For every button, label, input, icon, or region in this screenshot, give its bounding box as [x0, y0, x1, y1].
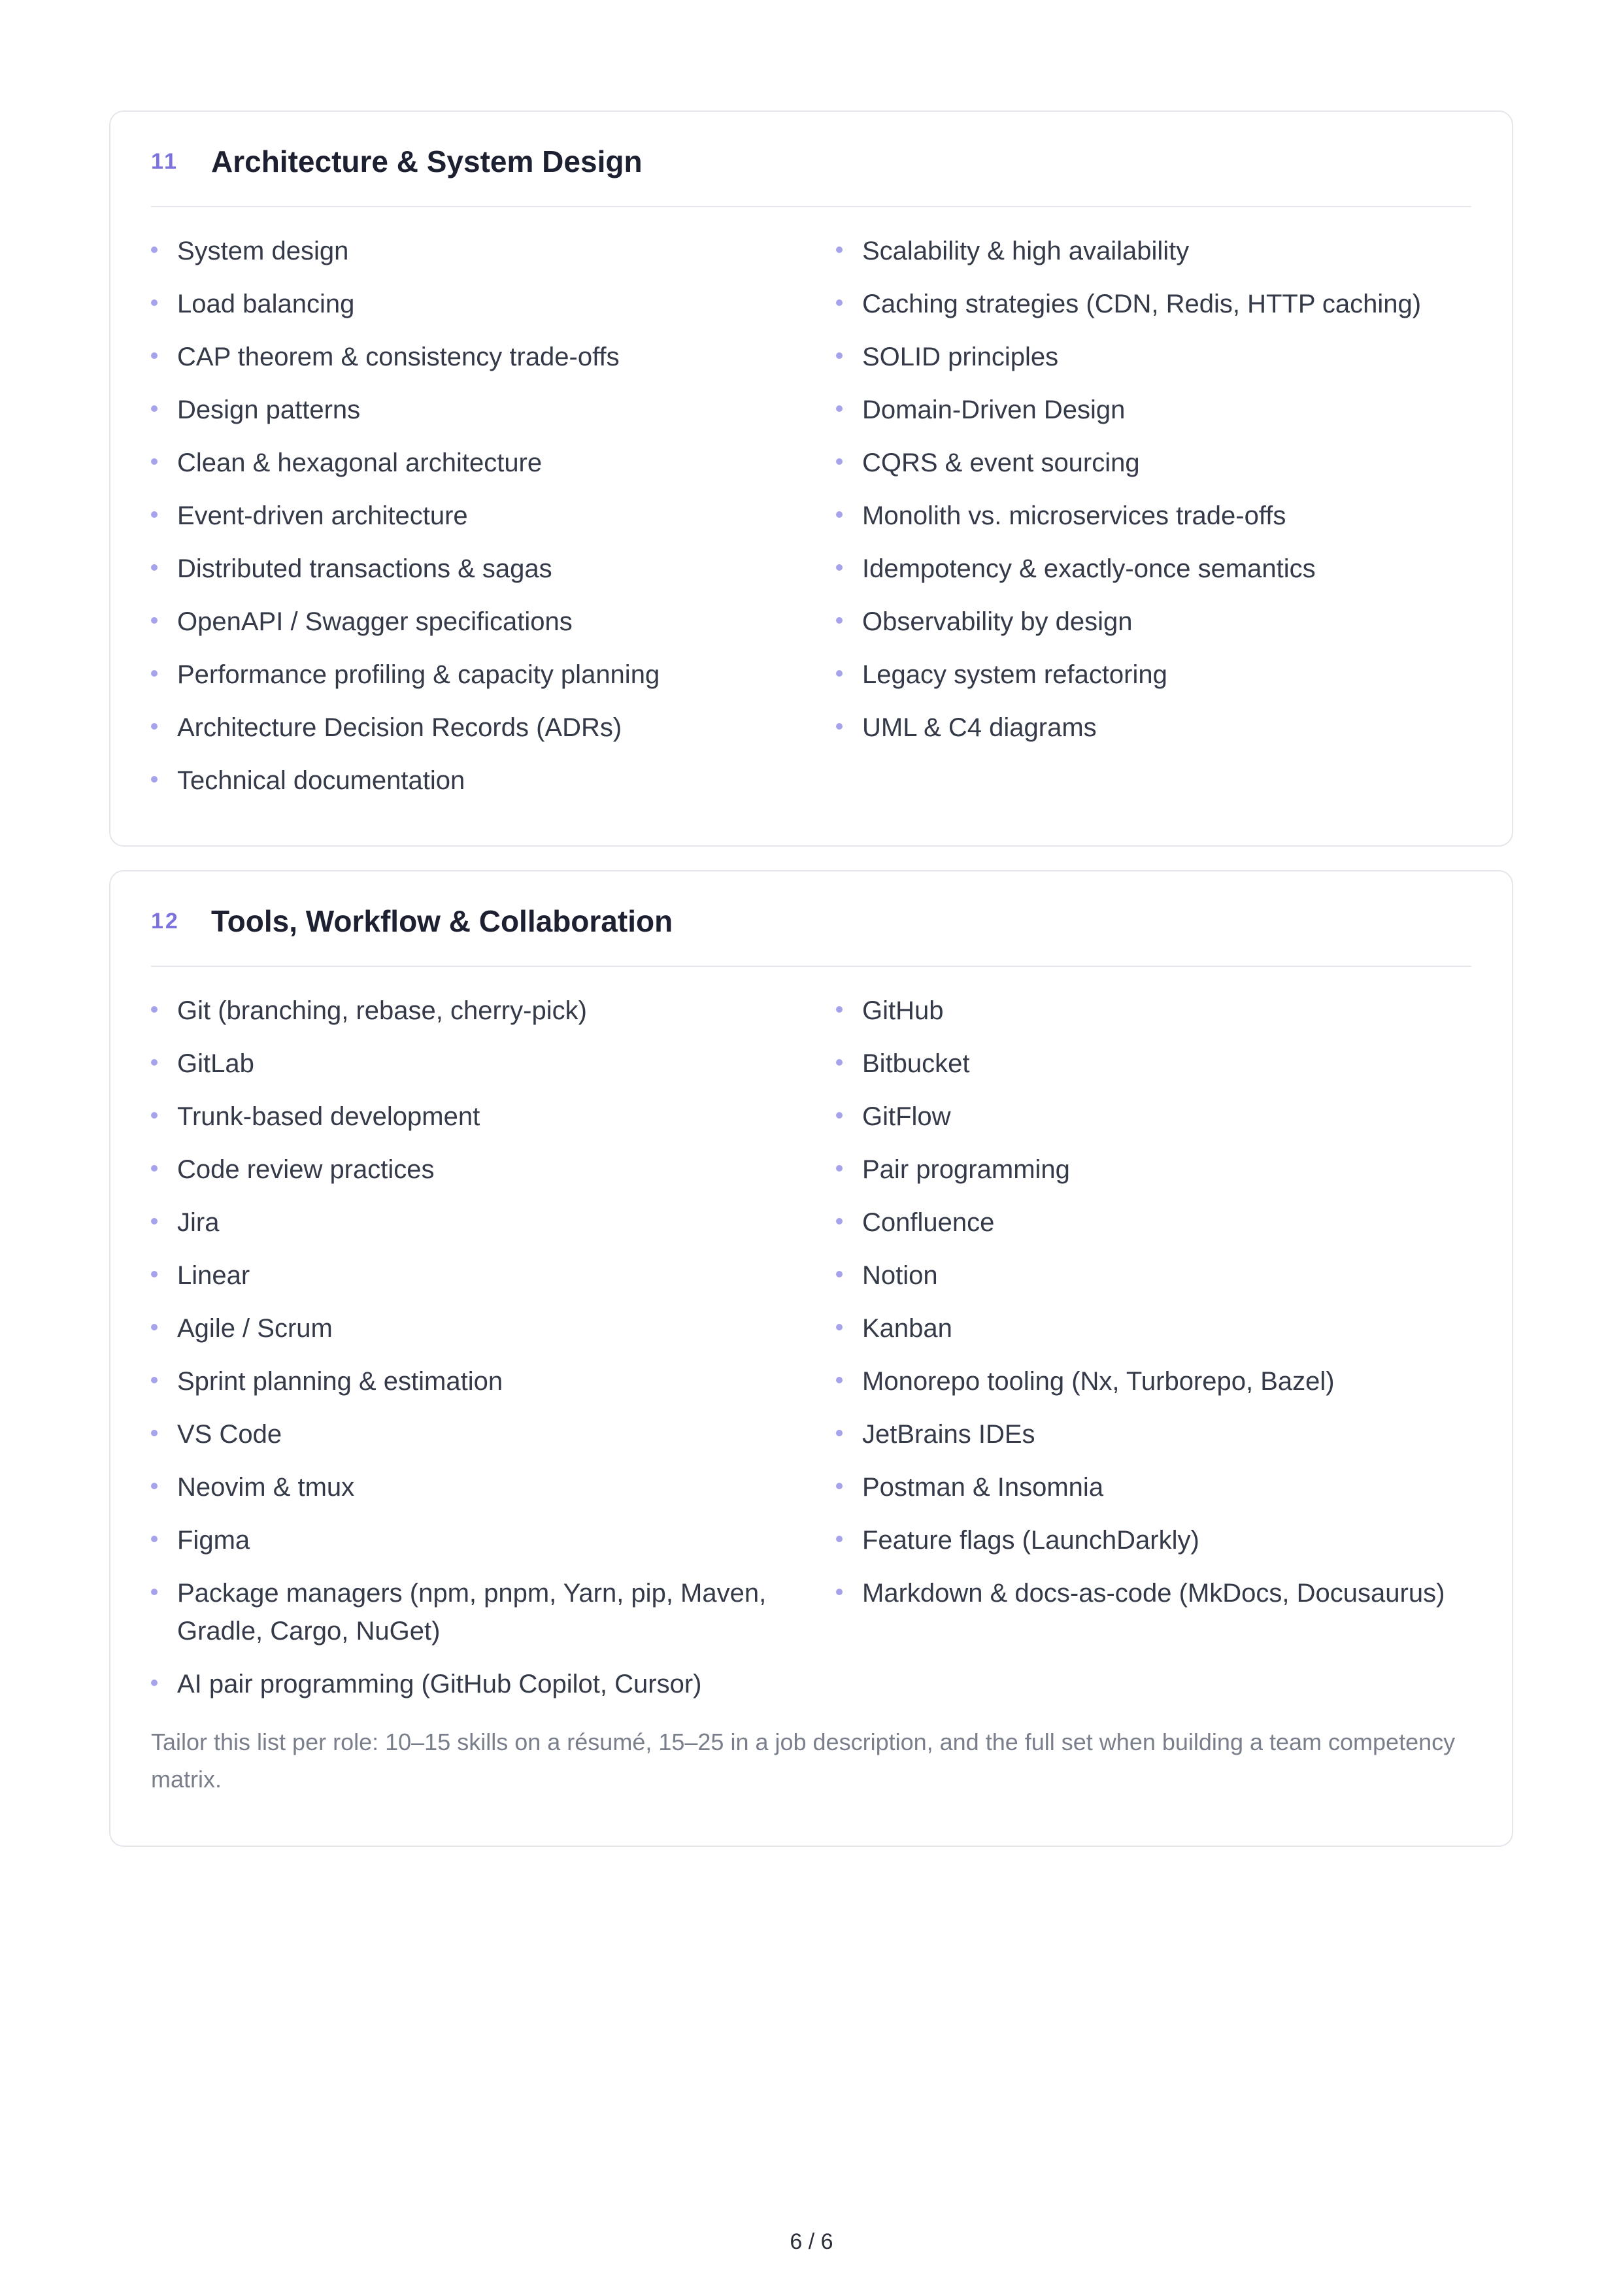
bullet-icon [151, 617, 158, 624]
list-item-text: GitLab [177, 1049, 254, 1078]
list-item-text: Linear [177, 1261, 250, 1290]
list-item-text: UML & C4 diagrams [862, 713, 1097, 742]
bullet-icon [836, 299, 843, 306]
list-item [151, 1045, 836, 1083]
list-item-text: Distributed transactions & sagas [177, 554, 552, 583]
bullet-icon [151, 1589, 158, 1595]
list-item-text: Figma [177, 1526, 250, 1555]
list-item-text: CAP theorem & consistency trade-offs [177, 343, 620, 371]
bullet-icon [836, 405, 843, 412]
list-item [151, 550, 836, 588]
list-item-text: Postman & Insomnia [862, 1473, 1104, 1502]
list-item [151, 603, 836, 641]
list-item [151, 1415, 836, 1453]
skill-list [151, 232, 1471, 815]
bullet-icon [836, 1006, 843, 1013]
list-item [151, 1257, 836, 1294]
list-item-text: Load balancing [177, 290, 355, 318]
section-number: 11 [151, 148, 178, 174]
list-item [151, 762, 836, 800]
list-item-text: Performance profiling & capacity planning [177, 660, 660, 689]
bullet-icon [151, 511, 158, 518]
list-item [151, 1362, 836, 1400]
list-item-text: Design patterns [177, 396, 361, 424]
list-item [836, 497, 1490, 535]
bullet-icon [836, 670, 843, 677]
list-item [836, 656, 1490, 694]
list-item [836, 1098, 1490, 1136]
list-item [151, 391, 836, 429]
list-item [836, 550, 1490, 588]
bullet-icon [151, 405, 158, 412]
section-title: Tools, Workflow & Collaboration [211, 904, 673, 938]
list-item [836, 1468, 1490, 1506]
list-item [151, 338, 836, 376]
list-item [836, 1151, 1490, 1189]
list-item-text: GitHub [862, 996, 944, 1025]
list-item-text: Scalability & high availability [862, 237, 1190, 265]
list-item [151, 709, 836, 747]
list-item [836, 1362, 1490, 1400]
list-item [151, 1574, 836, 1650]
bullet-icon [151, 352, 158, 359]
list-item [151, 1098, 836, 1136]
skill-list [151, 992, 1471, 1718]
list-item [151, 444, 836, 482]
list-item [151, 285, 836, 323]
list-item-text: Legacy system refactoring [862, 660, 1167, 689]
list-item [151, 1665, 836, 1703]
list-item [836, 1204, 1490, 1241]
list-item-text: Git (branching, rebase, cherry-pick) [177, 996, 587, 1025]
list-item [836, 1415, 1490, 1453]
bullet-icon [151, 1536, 158, 1542]
bullet-icon [836, 1112, 843, 1119]
section-header [151, 112, 1471, 207]
bullet-icon [151, 1059, 158, 1066]
list-item-text: Technical documentation [177, 766, 465, 795]
bullet-icon [151, 1218, 158, 1224]
list-item [151, 1468, 836, 1506]
bullet-icon [151, 458, 158, 465]
list-item-text: JetBrains IDEs [862, 1420, 1035, 1449]
bullet-icon [836, 246, 843, 253]
bullet-icon [151, 1680, 158, 1686]
list-item [836, 1257, 1490, 1294]
list-item-text: Code review practices [177, 1155, 435, 1184]
bullet-icon [151, 1006, 158, 1013]
section-tools [109, 870, 1513, 1847]
list-item-text: Event-driven architecture [177, 501, 468, 530]
list-item [151, 1309, 836, 1347]
list-item-text: OpenAPI / Swagger specifications [177, 607, 573, 636]
list-item [836, 338, 1490, 376]
section-title: Architecture & System Design [211, 144, 643, 178]
list-item-text: Bitbucket [862, 1049, 970, 1078]
bullet-icon [836, 1536, 843, 1542]
bullet-icon [836, 564, 843, 571]
bullet-icon [151, 299, 158, 306]
bullet-icon [836, 1324, 843, 1330]
bullet-icon [151, 1324, 158, 1330]
list-item-text: Confluence [862, 1208, 995, 1237]
list-item [151, 1521, 836, 1559]
list-item [836, 1521, 1490, 1559]
list-item-text: Monorepo tooling (Nx, Turborepo, Bazel) [862, 1367, 1335, 1396]
list-item-text: Jira [177, 1208, 220, 1237]
list-item-text: Trunk-based development [177, 1102, 480, 1131]
list-item-text: Notion [862, 1261, 938, 1290]
list-item [151, 232, 836, 270]
list-item-text: Monolith vs. microservices trade-offs [862, 501, 1286, 530]
list-item [836, 709, 1490, 747]
bullet-icon [836, 458, 843, 465]
list-item-text: SOLID principles [862, 343, 1059, 371]
section-note: Tailor this list per role: 10–15 skills on a résumé, 15–25 in a job description, and the full set when building a team competency matrix. [151, 1729, 1456, 1793]
list-item [836, 232, 1490, 270]
bullet-icon [836, 723, 843, 730]
bullet-icon [151, 1165, 158, 1172]
list-item [836, 1045, 1490, 1083]
list-item [836, 1309, 1490, 1347]
list-item [151, 656, 836, 694]
list-item [836, 1574, 1490, 1650]
bullet-icon [151, 776, 158, 783]
section-number: 12 [151, 908, 180, 934]
list-item-text: Idempotency & exactly-once semantics [862, 554, 1316, 583]
list-item-text: System design [177, 237, 349, 265]
list-item-text: Sprint planning & estimation [177, 1367, 503, 1396]
list-item [151, 1204, 836, 1241]
section-architecture [109, 110, 1513, 847]
list-item [151, 992, 836, 1030]
bullet-icon [836, 352, 843, 359]
list-item-text: GitFlow [862, 1102, 951, 1131]
bullet-icon [151, 1483, 158, 1489]
list-item [836, 391, 1490, 429]
list-item-text: Markdown & docs-as-code (MkDocs, Docusaurus) [862, 1579, 1445, 1608]
list-item-text: Kanban [862, 1314, 952, 1343]
list-item-text: AI pair programming (GitHub Copilot, Cursor) [177, 1670, 702, 1698]
bullet-icon [151, 1377, 158, 1383]
bullet-icon [151, 1430, 158, 1436]
list-item-text: VS Code [177, 1420, 282, 1449]
list-item [836, 992, 1490, 1030]
section-header [151, 871, 1471, 967]
bullet-icon [836, 511, 843, 518]
list-item-text: Neovim & tmux [177, 1473, 355, 1502]
list-item-text: Observability by design [862, 607, 1133, 636]
bullet-icon [836, 1059, 843, 1066]
bullet-icon [836, 617, 843, 624]
bullet-icon [836, 1377, 843, 1383]
list-item-text: Pair programming [862, 1155, 1070, 1184]
bullet-icon [151, 246, 158, 253]
list-item-text: Agile / Scrum [177, 1314, 333, 1343]
page-number: 6 / 6 [790, 2229, 833, 2254]
bullet-icon [151, 1112, 158, 1119]
bullet-icon [836, 1271, 843, 1277]
list-item [836, 603, 1490, 641]
bullet-icon [836, 1589, 843, 1595]
list-item-text: CQRS & event sourcing [862, 448, 1140, 477]
bullet-icon [151, 723, 158, 730]
bullet-icon [836, 1430, 843, 1436]
list-item [836, 285, 1490, 323]
bullet-icon [836, 1218, 843, 1224]
list-item-text: Feature flags (LaunchDarkly) [862, 1526, 1199, 1555]
list-item [836, 444, 1490, 482]
bullet-icon [836, 1165, 843, 1172]
bullet-icon [151, 564, 158, 571]
list-item-text: Package managers (npm, pnpm, Yarn, pip, Maven, Gradle, Cargo, NuGet) [177, 1579, 767, 1646]
list-item [151, 1151, 836, 1189]
list-item [151, 497, 836, 535]
list-item-text: Caching strategies (CDN, Redis, HTTP caching) [862, 290, 1422, 318]
bullet-icon [151, 1271, 158, 1277]
bullet-icon [151, 670, 158, 677]
bullet-icon [836, 1483, 843, 1489]
list-item-text: Clean & hexagonal architecture [177, 448, 543, 477]
list-item-text: Architecture Decision Records (ADRs) [177, 713, 622, 742]
list-item-text: Domain-Driven Design [862, 396, 1126, 424]
